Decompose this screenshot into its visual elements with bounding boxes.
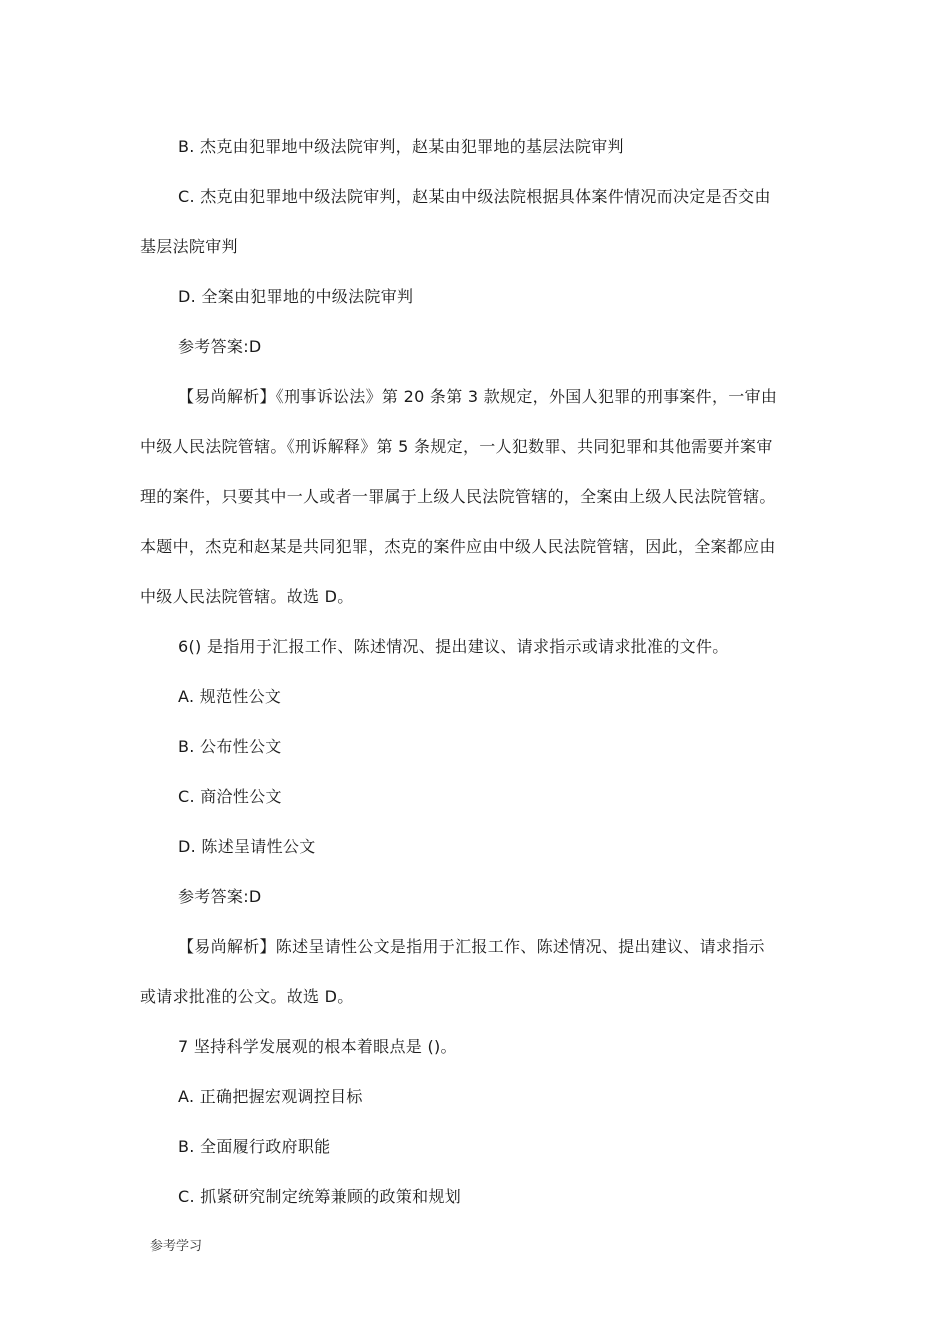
analysis-paragraph-line: 中级人民法院管辖。《刑诉解释》第 5 条规定，一人犯数罪、共同犯罪和其他需要并案审 [140, 437, 773, 456]
question-7: 7 坚持科学发展观的根本着眼点是 ()。 [178, 1037, 457, 1056]
analysis-paragraph: 【易尚解析】陈述呈请性公文是指用于汇报工作、陈述情况、提出建议、请求指示 [178, 937, 765, 956]
analysis-paragraph: 【易尚解析】《刑事诉讼法》第 20 条第 3 款规定，外国人犯罪的刑事案件，一审由 [178, 387, 778, 406]
analysis-paragraph-line: 中级人民法院管辖。故选 D。 [140, 587, 354, 606]
option-a-text: A. 正确把握宏观调控目标 [178, 1087, 363, 1106]
reference-answer: 参考答案:D [178, 887, 262, 906]
option-b-text: B. 杰克由犯罪地中级法院审判，赵某由犯罪地的基层法院审判 [178, 137, 624, 156]
option-c-text: C. 杰克由犯罪地中级法院审判，赵某由中级法院根据具体案件情况而决定是否交由 [178, 187, 771, 206]
option-d-text: D. 全案由犯罪地的中级法院审判 [178, 287, 414, 306]
analysis-paragraph-line: 理的案件，只要其中一人或者一罪属于上级人民法院管辖的，全案由上级人民法院管辖。 [140, 487, 776, 506]
option-c-text: C. 抓紧研究制定统筹兼顾的政策和规划 [178, 1187, 462, 1206]
option-b-text: B. 全面履行政府职能 [178, 1137, 331, 1156]
reference-answer: 参考答案:D [178, 337, 262, 356]
page-footer: 参考学习 [150, 1239, 203, 1254]
option-a-text: A. 规范性公文 [178, 687, 282, 706]
analysis-paragraph-line: 或请求批准的公文。故选 D。 [140, 987, 354, 1006]
option-d-text: D. 陈述呈请性公文 [178, 837, 316, 856]
option-c-continuation: 基层法院审判 [140, 237, 238, 256]
option-b-text: B. 公布性公文 [178, 737, 282, 756]
option-c-text: C. 商洽性公文 [178, 787, 282, 806]
analysis-paragraph-line: 本题中，杰克和赵某是共同犯罪，杰克的案件应由中级人民法院管辖，因此，全案都应由 [140, 537, 776, 556]
question-6: 6() 是指用于汇报工作、陈述情况、提出建议、请求指示或请求批准的文件。 [178, 637, 729, 656]
